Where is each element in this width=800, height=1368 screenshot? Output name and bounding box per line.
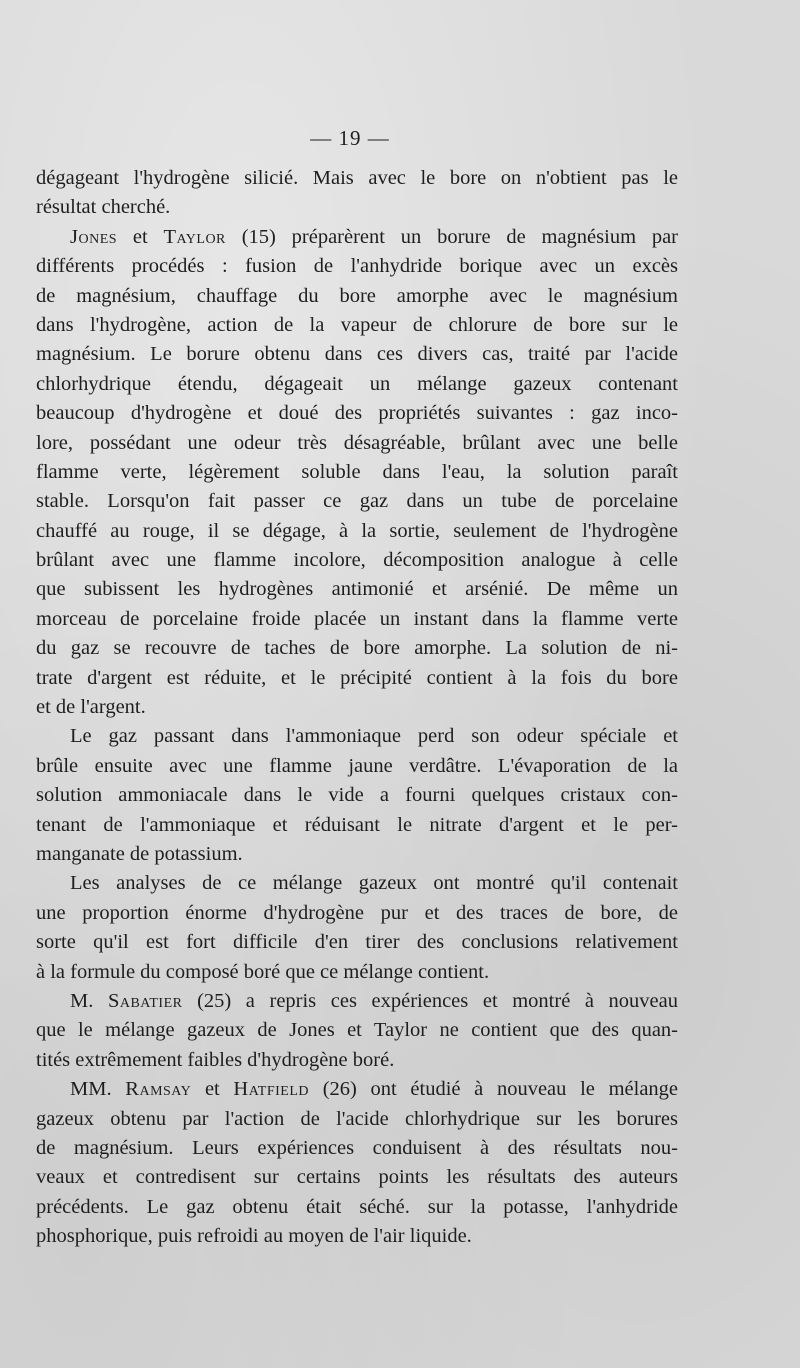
author-name: Taylor <box>163 225 226 248</box>
text-line: stable. Lorsqu'on fait passer ce gaz dans un tube de porcelaine <box>36 490 678 513</box>
text-line: à la formule du composé boré que ce mélange contient. <box>36 960 490 983</box>
text-line: morceau de porcelaine froide placée un instant dans la flamme verte <box>36 607 678 630</box>
text-line: que subissent les hydrogènes antimonié et arsénié. De même un <box>36 578 678 601</box>
text-line: et de l'argent. <box>36 696 146 719</box>
text-line: sorte qu'il est fort difficile d'en tirer des conclusions relativement <box>36 931 678 954</box>
text-line: dégageant l'hydrogène silicié. Mais avec le bore on n'obtient pas le <box>36 167 678 189</box>
text-line: brûle ensuite avec une flamme jaune verdâtre. L'évaporation de la <box>36 754 678 777</box>
text-line: solution ammoniacale dans le vide a fourni quelques cristaux con- <box>36 784 678 807</box>
body-text <box>36 164 678 1251</box>
text-line: veaux et contredisent sur certains points les résultats des auteurs <box>36 1166 678 1189</box>
author-name: Sabatier <box>107 989 183 1012</box>
paragraph-line: MM. Ramsay et Hatfield (26) ont étudié à nouveau le mélange <box>70 1078 679 1101</box>
text-line: chlorhydrique étendu, dégageait un mélange gazeux contenant <box>36 372 678 395</box>
text-line: brûlant avec une flamme incolore, décomposition analogue à celle <box>36 549 678 572</box>
text-line: résultat cherché. <box>36 196 171 219</box>
text-line: du gaz se recouvre de taches de bore amorphe. La solution de ni- <box>36 637 678 660</box>
text-line: de magnésium. Leurs expériences conduisent à des résultats nou- <box>36 1136 678 1159</box>
text-line: trate d'argent est réduite, et le précipité contient à la fois du bore <box>36 666 678 689</box>
page-number: — 19 — <box>310 126 390 150</box>
paragraph-line: Le gaz passant dans l'ammoniaque perd son odeur spéciale et <box>70 725 678 748</box>
text-line: manganate de potassium. <box>36 842 243 865</box>
paragraph-line: Les analyses de ce mélange gazeux ont montré qu'il contenait <box>70 872 678 895</box>
text-line: chauffé au rouge, il se dégage, à la sortie, seulement de l'hydrogène <box>36 519 678 542</box>
paragraph-line: M. Sabatier (25) a repris ces expériences et montré à nouveau <box>70 989 679 1012</box>
text-line: de magnésium, chauffage du bore amorphe avec le magnésium <box>36 284 678 307</box>
text-line: magnésium. Le borure obtenu dans ces divers cas, traité par l'acide <box>36 343 678 366</box>
text-line: différents procédés : fusion de l'anhydride borique avec un excès <box>36 255 678 278</box>
text-line: tités extrêmement faibles d'hydrogène boré. <box>36 1048 395 1071</box>
text-line: gazeux obtenu par l'action de l'acide chlorhydrique sur les borures <box>36 1107 678 1130</box>
text-line: beaucoup d'hydrogène et doué des propriétés suivantes : gaz inco- <box>36 402 678 425</box>
text-line: tenant de l'ammoniaque et réduisant le nitrate d'argent et le per- <box>36 813 678 836</box>
author-name: Ramsay <box>125 1078 192 1101</box>
text-line: une proportion énorme d'hydrogène pur et des traces de bore, de <box>36 901 678 924</box>
text-line: précédents. Le gaz obtenu était séché. sur la potasse, l'anhydride <box>36 1195 678 1218</box>
paragraph-line: Jones et Taylor (15) préparèrent un borure de magnésium par <box>70 225 678 248</box>
text-line: lore, possédant une odeur très désagréable, brûlant avec une belle <box>36 431 678 454</box>
text-line: que le mélange gazeux de Jones et Taylor ne contient que des quan- <box>36 1019 678 1042</box>
author-name: Hatfield <box>233 1078 309 1101</box>
text-line: phosphorique, puis refroidi au moyen de l'air liquide. <box>36 1225 472 1248</box>
text-line: dans l'hydrogène, action de la vapeur de chlorure de bore sur le <box>36 313 678 336</box>
text-line: flamme verte, légèrement soluble dans l'eau, la solution paraît <box>36 460 678 483</box>
author-name: Jones <box>70 225 118 248</box>
